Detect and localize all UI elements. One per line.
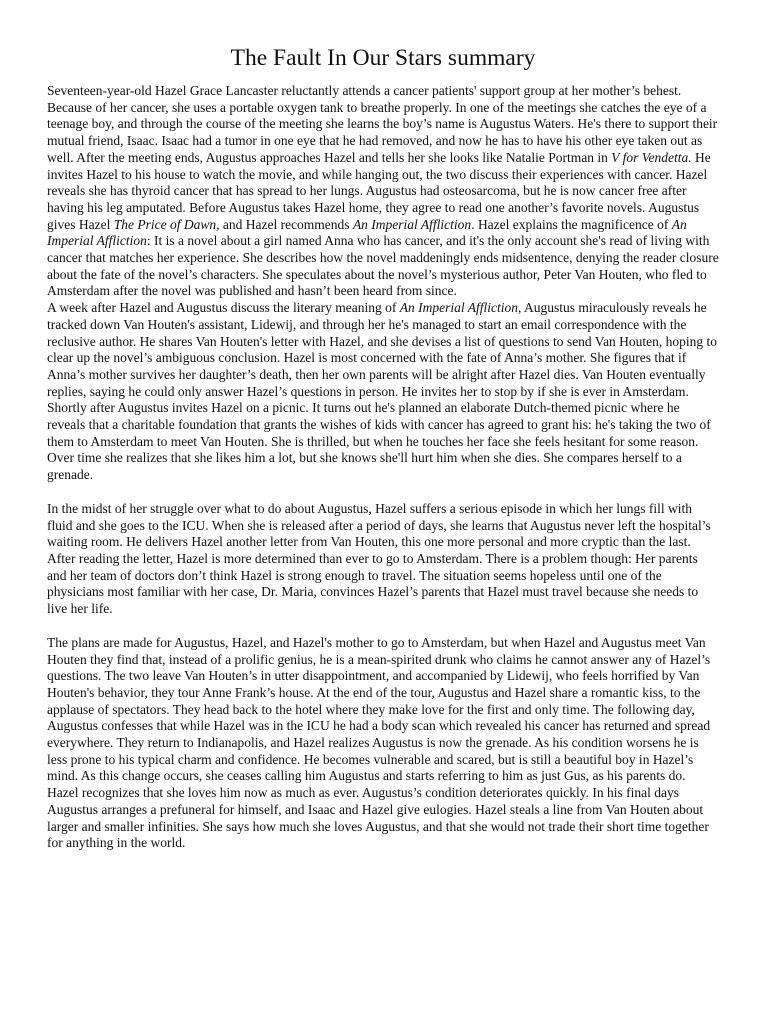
paragraph-text: Seventeen-year-old Hazel Grace Lancaster reluctantly attends a cancer patients' support group at her mother’s behest. Because of her cancer, she uses a portable oxygen tank to breathe properly. In one of the meetings she catches the eye of a teenage boy, and through the course of the meeting she learns the boy’s name is Augustus Waters. He's there to support their mutual friend, Isaac. Isaac had a tumor in one eye that he had removed, and now he has to have his other eye taken out as well. After the meeting ends, Augustus approaches Hazel and tells her she looks like Natalie Portman in	[47, 83, 718, 165]
paragraph	[47, 635, 719, 852]
paragraph-gap	[47, 618, 719, 635]
italic-title-text: An Imperial Affliction	[399, 300, 519, 316]
italic-title-text: V for Vendetta.	[611, 149, 692, 165]
document-body	[47, 83, 719, 852]
paragraph-text: : It is a novel about a girl named Anna who has cancer, and it's the only account she's read of living with cancer that matches her experience. She describes how the novel maddeningly ends midsentence, denying the reader closure about the fate of the novel’s characters. She speculates about the novel’s mysterious author, Peter Van Houten, who fled to Amsterdam after the novel was published and hasn’t been heard from since.	[47, 233, 719, 299]
document-title: The Fault In Our Stars summary	[230, 45, 536, 71]
paragraph-gap	[47, 484, 719, 501]
paragraph-text: The plans are made for Augustus, Hazel, and Hazel's mother to go to Amsterdam, but when Hazel and Augustus meet Van Houten they find that, instead of a prolific genius, he is a mean-spirited drunk who claims he cannot answer any of Hazel’s questions. The two leave Van Houten’s in utter disappointment, and accompanied by Lidewij, who feels horrified by Van Houten's behavior, they tour Anne Frank’s house. At the end of the tour, Augustus and Hazel share a romantic kiss, to the applause of spectators. They head back to the hotel where they make love for the first and only time. The following day, Augustus confesses that while Hazel was in the ICU he had a body scan which revealed his cancer has returned and spread everywhere. They return to Indianapolis, and Hazel realizes Augustus is now the grenade. As his condition worsens he is less prone to his typical charm and confidence. He becomes vulnerable and scared, but is still a beautiful boy in Hazel’s mind. As this change occurs, she ceases calling him Augustus and starts referring to him as just Gus, as his parents do. Hazel recognizes that she loves him now as much as ever. Augustus’s condition deteriorates quickly. In his final days Augustus arranges a prefuneral for himself, and Isaac and Hazel give eulogies. Hazel steals a line from Van Houten about larger and smaller infinities. She says how much she loves Augustus, and that she would not trade their short time together for anything in the world.	[47, 634, 711, 851]
paragraph	[47, 400, 719, 484]
paragraph-text: , Augustus miraculously reveals he tracked down Van Houten's assistant, Lidewij, and through her he's managed to start an email correspondence with the reclusive author. He shares Van Houten's letter with Hazel, and she devises a list of questions to send Van Houten, hoping to clear up the novel’s ambiguous conclusion. Hazel is most concerned with the fate of Anna’s mother. She figures that if Anna’s mother survives her daughter’s death, then her own parents will be alright after Hazel dies. Van Houten eventually replies, saying he could only answer Hazel’s questions in person. He invites her to stop by if she is ever in Amsterdam.	[47, 300, 718, 399]
paragraph-text: A week after Hazel and Augustus discuss the literary meaning of	[47, 300, 400, 316]
paragraph	[47, 83, 719, 300]
italic-title-text: An Imperial Affliction	[47, 216, 687, 249]
italic-title-text: An Imperial Affliction	[352, 216, 472, 232]
paragraph	[47, 501, 719, 618]
paragraph-text: Shortly after Augustus invites Hazel on a picnic. It turns out he's planned an elaborate Dutch-themed picnic where he reveals that a charitable foundation that grants the wishes of kids with cancer has agreed to grant his: he's taking the two of them to Amsterdam to meet Van Houten. She is thrilled, but when he touches her face she feels hesitant for some reason. Over time she realizes that she likes him a lot, but she knows she'll hurt him when she dies. She compares herself to a grenade.	[47, 400, 711, 483]
italic-title-text: The Price of Dawn	[113, 216, 217, 232]
paragraph-text: . Hazel explains the magnificence of	[471, 216, 672, 232]
document-page	[47, 44, 719, 852]
paragraph-text: In the midst of her struggle over what to do about Augustus, Hazel suffers a serious episode in which her lungs fill with fluid and she goes to the ICU. When she is released after a period of days, she learns that Augustus never left the hospital’s waiting room. He delivers Hazel another letter from Van Houten, this one more personal and more cryptic than the last. After reading the letter, Hazel is more determined than ever to go to Amsterdam. There is a problem though: Her parents and her team of doctors don’t think Hazel is strong enough to travel. The situation seems hopeless until one of the physicians most familiar with her case, Dr. Maria, convinces Hazel’s parents that Hazel must travel because she needs to live her life.	[47, 500, 711, 617]
paragraph-text: He invites Hazel to his house to watch the movie, and while hanging out, the two discuss their experiences with cancer. Hazel reveals she has thyroid cancer that has spread to her lungs. Augustus had osteosarcoma, but he is now cancer free after having his leg amputated. Before Augustus takes Hazel home, they agree to read one another’s favorite novels. Augustus gives Hazel	[47, 149, 711, 232]
paragraph-text: , and Hazel recommends	[216, 216, 353, 232]
paragraph	[47, 300, 719, 400]
